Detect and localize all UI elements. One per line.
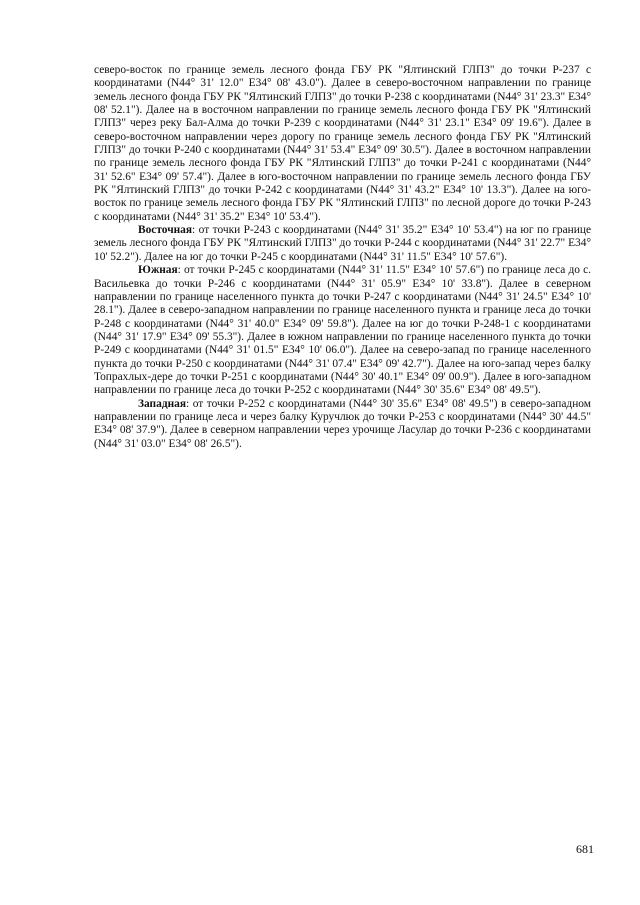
paragraph-south-boundary — [94, 264, 591, 397]
paragraph-west-boundary — [94, 398, 591, 451]
boundary-description — [94, 64, 591, 451]
section-heading-east: Восточная — [138, 224, 193, 237]
section-heading-west: Западная — [138, 397, 186, 410]
paragraph-text: : от точки Р-245 с координатами (N44° 31' 11.5" Е34° 10' 57.6") по границе леса до с. Васильевка до точки Р-246 с координатами (N44° 31' 05.9" Е34° 10' 33.8"). Далее в северном направлении по границе населенного пункта до точки Р-247 с координатами (N44° 31' 24.5" Е34° 10' 28.1"). Далее в северо-западном направлении по границе населенного пункта и границе леса до точки Р-248 с координатами (N44° 31' 40.0" Е34° 09' 59.8"). Далее на юг до точки Р-248-1 с координатами (N44° 31' 17.9" Е34° 09' 55.3"). Далее в южном направлении по границе населенного пункта до точки Р-249 с координатами (N44° 31' 01.5" Е34° 10' 06.0"). Далее на северо-запад по границе населенного пункта до точки Р-250 с координатами (N44° 31' 07.4" Е34° 09' 42.7"). Далее на юго-запад через балку Топрахлых-дере до точки Р-251 с координатами (N44° 30' 40.1" Е34° 09' 00.9"). Далее в юго-западном направлении по границе леса до точки Р-252 с координатами (N44° 30' 35.6" Е34° 08' 49.5"). — [94, 264, 591, 397]
paragraph-north-continuation — [94, 64, 591, 224]
section-heading-south: Южная — [138, 264, 178, 277]
paragraph-east-boundary — [94, 224, 591, 264]
paragraph-text: : от точки Р-243 с координатами (N44° 31' 35.2" Е34° 10' 53.4") на юг по границе земель лесного фонда ГБУ РК "Ялтинский ГЛПЗ" до точки Р-244 с координатами (N44° 31' 22.7" Е34° 10' 52.2"). Далее на юг до точки Р-245 с координатами (N44° 31' 11.5" Е34° 10' 57.6"). — [94, 224, 591, 263]
paragraph-text: : от точки Р-252 с координатами (N44° 30' 35.6" Е34° 08' 49.5") в северо-западном направлении по границе леса и через балку Куручлюк до точки Р-253 с координатами (N44° 30' 44.5" Е34° 08' 37.9"). Далее в северном направлении через урочище Ласулар до точки Р-236 с координатами (N44° 31' 03.0" Е34° 08' 26.5"). — [94, 397, 591, 450]
page-number: 681 — [576, 842, 594, 856]
paragraph-text: северо-восток по границе земель лесного фонда ГБУ РК "Ялтинский ГЛПЗ" до точки Р-237 с координатами (N44° 31' 12.0" Е34° 08' 43.0"). Далее в северо-восточном направлении по границе земель лесного фонда ГБУ РК "Ялтинский ГЛПЗ" до точки Р-238 с координатами (N44° 31' 23.3" Е34° 08' 52.1"). Далее на в восточном направлении по границе земель лесного фонда ГБУ РК "Ялтинский ГЛПЗ" через реку Бал-Алма до точки Р-239 с координатами (N44° 31' 23.1" Е34° 09' 19.6"). Далее в северо-восточном направлении через дорогу по границе земель лесного фонда ГБУ РК "Ялтинский ГЛПЗ" до точки Р-240 с координатами (N44° 31' 53.4" Е34° 09' 30.5"). Далее в восточном направлении по границе земель лесного фонда ГБУ РК "Ялтинский ГЛПЗ" до точки Р-241 с координатами (N44° 31' 52.6" Е34° 09' 57.4"). Далее в юго-восточном направлении по границе земель лесного фонда ГБУ РК "Ялтинский ГЛПЗ" до точки Р-242 с координатами (N44° 31' 43.2" Е34° 10' 13.3"). Далее на юго-восток по границе земель лесного фонда ГБУ РК "Ялтинский ГЛПЗ" по лесной дороге до точки Р-243 с координатами (N44° 31' 35.2" Е34° 10' 53.4"). — [94, 64, 591, 223]
